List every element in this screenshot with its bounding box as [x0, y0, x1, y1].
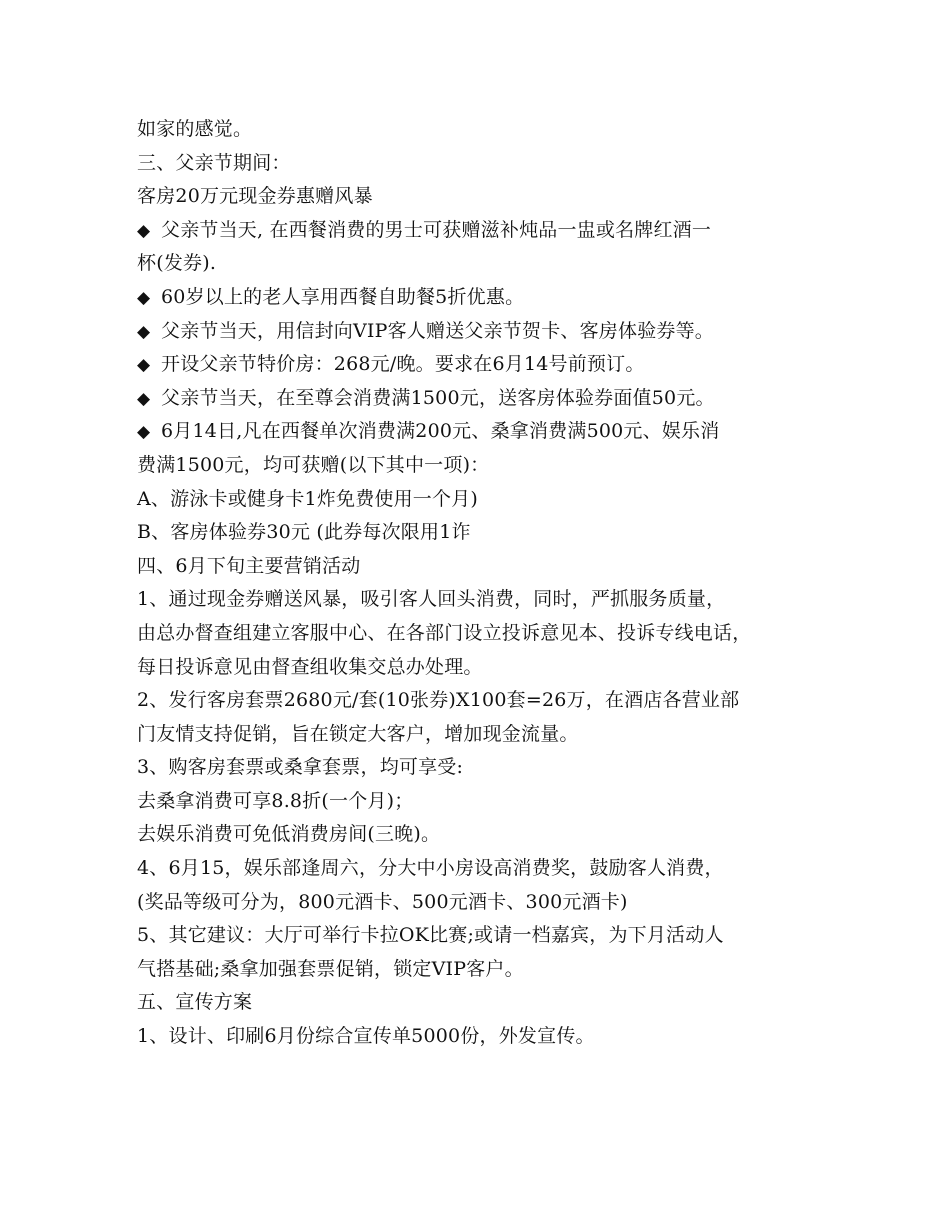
text-line: 去桑拿消费可享8.8折(一个月)；	[137, 789, 414, 812]
bullet-line	[137, 348, 827, 382]
bullet-text: 60岁以上的老人享用西餐自助餐5折优惠。	[161, 285, 525, 308]
text-line: 4、6月15，娱乐部逢周六，分大中小房设高消费奖，鼓励客人消费，	[137, 857, 724, 880]
diamond-bullet-icon: ◆	[137, 355, 151, 376]
bullet-text: 父亲节当天，在至尊会消费满1500元，送客房体验券面值50元。	[161, 386, 715, 409]
diamond-bullet-icon: ◆	[137, 422, 151, 443]
diamond-bullet-icon: ◆	[137, 388, 151, 409]
text-line: 杯(发券).	[137, 252, 217, 275]
text-line: 1、通过现金券赠送风暴，吸引客人回头消费，同时，严抓服务质量，	[137, 588, 726, 611]
text-line: 2、发行客房套票2680元/套(10张券)X100套=26万，在酒店各营业部	[137, 689, 740, 712]
bullet-line	[137, 214, 827, 248]
text-line: A、游泳卡或健身卡1炸免费使用一个月)	[137, 487, 479, 510]
text-line: 门友情支持促销，旨在锁定大客户，增加现金流量。	[137, 722, 579, 745]
text-line: 如家的感觉。	[137, 118, 253, 140]
text-line: 去娱乐消费可免低消费房间(三晚)。	[137, 823, 441, 846]
text-line: 每日投诉意见由督查组收集交总办处理。	[137, 655, 483, 678]
text-line: 气搭基础;桑拿加强套票促销，锁定VIP客户。	[137, 957, 524, 980]
text-line: B、客房体验券30元 (此券每次限用1诈	[137, 521, 471, 544]
document-body	[137, 113, 827, 1054]
bullet-text: 6月14日,凡在西餐单次消费满200元、桑拿消费满500元、娱乐消	[161, 420, 720, 443]
bullet-text: 父亲节当天，用信封向VIP客人赠送父亲节贺卡、客房体验券等。	[161, 319, 715, 342]
text-line: (奖品等级可分为，800元酒卡、500元酒卡、300元酒卡)	[137, 890, 628, 913]
bullet-line	[137, 382, 827, 416]
bullet-line	[137, 315, 827, 349]
text-line: 由总办督查组建立客服中心、在各部门设立投诉意见本、投诉专线电话，	[137, 621, 752, 644]
text-line: 客房20万元现金券惠赠风暴	[137, 185, 373, 208]
bullet-text: 开设父亲节特价房：268元/晚。要求在6月14号前预订。	[161, 353, 645, 376]
diamond-bullet-icon: ◆	[137, 287, 151, 308]
text-line: 5、其它建议：大厅可举行卡拉OK比赛;或请一档嘉宾，为下月活动人	[137, 924, 724, 947]
section-heading: 四、6月下旬主要营销活动	[137, 554, 361, 577]
text-line: 费满1500元，均可获赠(以下其中一项)：	[137, 453, 490, 476]
section-heading: 五、宣传方案	[137, 991, 253, 1014]
diamond-bullet-icon: ◆	[137, 321, 151, 342]
text-line: 3、购客房套票或桑拿套票，均可享受:	[137, 756, 464, 779]
text-line: 1、设计、印刷6月份综合宣传单5000份，外发宣传。	[137, 1025, 595, 1048]
bullet-line	[137, 415, 827, 449]
bullet-text: 父亲节当天, 在西餐消费的男士可获赠滋补炖品一盅或名牌红酒一	[161, 218, 712, 241]
diamond-bullet-icon: ◆	[137, 220, 151, 241]
bullet-line	[137, 281, 827, 315]
section-heading: 三、父亲节期间：	[137, 151, 291, 174]
